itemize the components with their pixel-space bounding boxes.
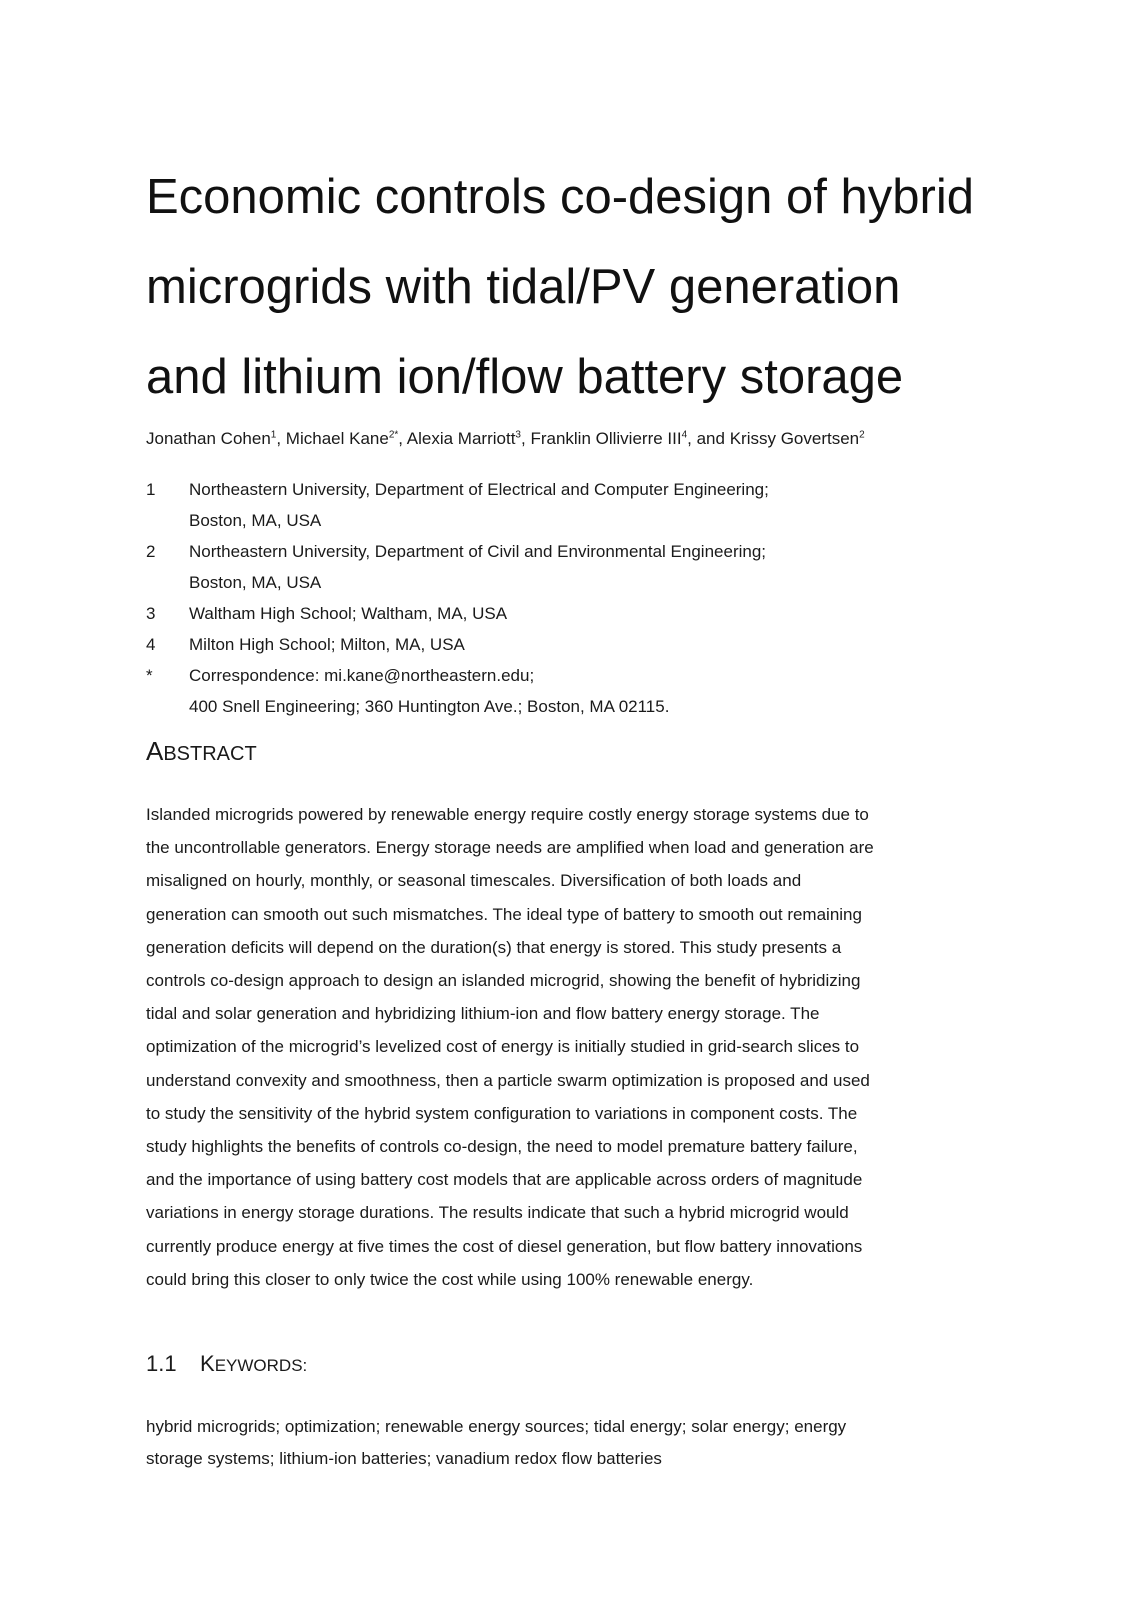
abstract-line: variations in energy storage durations. The results indicate that such a hybrid microgrid would	[146, 1203, 849, 1223]
keywords-heading-initial: K	[200, 1351, 215, 1376]
author-affiliation-mark: 4	[681, 429, 688, 441]
abstract-line: tidal and solar generation and hybridizing lithium-ion and flow battery energy storage. The	[146, 1004, 820, 1024]
affiliation-mark: 4	[146, 635, 156, 654]
abstract-body	[146, 798, 976, 1296]
affiliation-list	[146, 474, 1046, 722]
abstract-line: optimization of the microgrid’s levelized cost of energy is initially studied in grid-search slices to	[146, 1037, 860, 1057]
author-affiliation-mark: 3	[515, 429, 521, 441]
abstract-line: and the importance of using battery cost models that are applicable across orders of magnitude	[146, 1170, 863, 1190]
abstract-line: the uncontrollable generators. Energy storage needs are amplified when load and generation are	[146, 838, 874, 858]
affiliation-item	[146, 629, 1046, 660]
affiliation-mark: 1	[146, 480, 156, 499]
paper-title	[146, 152, 1046, 422]
affiliation-item	[146, 598, 1046, 629]
abstract-line: to study the sensitivity of the hybrid system configuration to variations in component costs. The	[146, 1103, 858, 1123]
affiliation-item	[146, 536, 1046, 598]
author-separator: ,	[398, 429, 407, 448]
abstract-line: controls co-design approach to design an islanded microgrid, showing the benefit of hybridizing	[146, 971, 861, 991]
keywords-heading	[146, 1349, 307, 1381]
author-affiliation-mark: 2*	[388, 429, 399, 441]
affiliation-line: Boston, MA, USA	[189, 573, 322, 592]
affiliation-line: 400 Snell Engineering; 360 Huntington Ave.; Boston, MA 02115.	[189, 697, 670, 716]
affiliation-mark: 3	[146, 604, 156, 623]
keywords-body	[146, 1411, 976, 1475]
affiliation-item	[146, 660, 1046, 722]
title-line: Economic controls co-design of hybrid	[146, 170, 974, 224]
author-name: Franklin Ollivierre III	[530, 429, 682, 448]
abstract-line: could bring this closer to only twice the cost while using 100% renewable energy.	[146, 1269, 754, 1289]
author-separator: ,	[520, 429, 531, 448]
title-line: microgrids with tidal/PV generation	[146, 260, 901, 314]
author-name: Michael Kane	[285, 429, 389, 448]
abstract-heading-initial: A	[146, 736, 164, 766]
author-separator: ,	[276, 429, 286, 448]
abstract-line: misaligned on hourly, monthly, or seasonal timescales. Diversification of both loads and	[146, 871, 802, 891]
author-name: Krissy Govertsen	[729, 429, 860, 448]
correspondence-email-line: Correspondence: mi.kane@northeastern.edu;	[189, 666, 535, 685]
section-number: 1.1	[146, 1351, 177, 1376]
abstract-line: study highlights the benefits of controls co-design, the need to model premature battery failure,	[146, 1137, 858, 1157]
author-name: Jonathan Cohen	[146, 429, 271, 448]
affiliation-mark: *	[146, 666, 153, 685]
affiliation-mark: 2	[146, 542, 156, 561]
affiliation-item	[146, 474, 1046, 536]
keywords-heading-rest: EYWORDS:	[214, 1356, 308, 1375]
author-affiliation-mark: 2	[859, 429, 865, 441]
affiliation-line: Milton High School; Milton, MA, USA	[189, 635, 465, 654]
affiliation-line: Waltham High School; Waltham, MA, USA	[189, 604, 508, 623]
abstract-line: generation deficits will depend on the duration(s) that energy is stored. This study presents a	[146, 937, 842, 957]
abstract-line: understand convexity and smoothness, then a particle swarm optimization is proposed and used	[146, 1070, 870, 1090]
abstract-line: generation can smooth out such mismatches. The ideal type of battery to smooth out remaining	[146, 904, 862, 924]
author-separator: , and	[687, 429, 730, 448]
keywords-line: hybrid microgrids; optimization; renewable energy sources; tidal energy; solar energy; energy	[146, 1417, 847, 1436]
affiliation-line: Northeastern University, Department of Civil and Environmental Engineering;	[189, 542, 767, 561]
abstract-line: currently produce energy at five times the cost of diesel generation, but flow battery innovations	[146, 1236, 863, 1256]
keywords-line: storage systems; lithium-ion batteries; vanadium redox flow batteries	[146, 1449, 662, 1468]
author-list	[146, 427, 1046, 451]
affiliation-line: Boston, MA, USA	[189, 511, 322, 530]
abstract-line: Islanded microgrids powered by renewable energy require costly energy storage systems due to	[146, 805, 869, 824]
abstract-heading-rest: BSTRACT	[163, 743, 257, 765]
affiliation-line: Northeastern University, Department of Electrical and Computer Engineering;	[189, 480, 769, 499]
author-affiliation-mark: 1	[270, 429, 277, 441]
abstract-heading	[146, 734, 257, 771]
title-line: and lithium ion/flow battery storage	[146, 350, 904, 404]
author-name: Alexia Marriott	[406, 429, 516, 448]
